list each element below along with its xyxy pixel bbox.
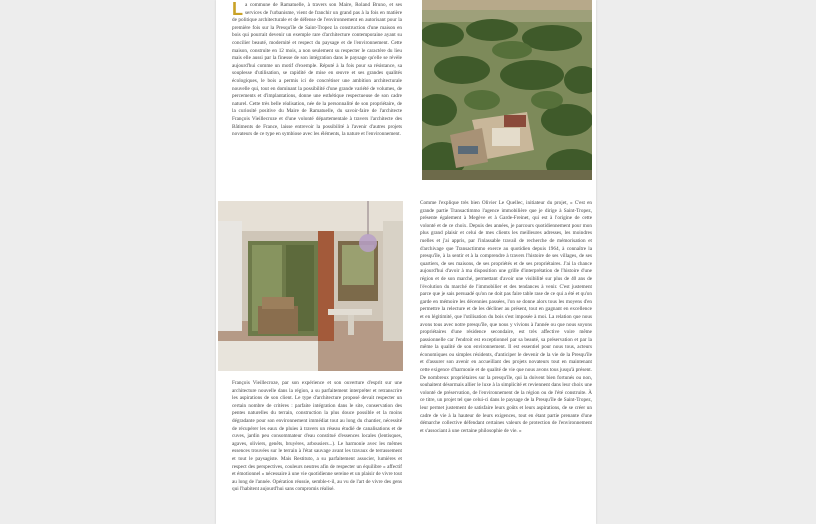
magazine-page [216,0,596,524]
interior-room-photo [218,201,403,371]
drop-cap: L [232,2,243,19]
interior-room-image [218,201,403,371]
aerial-house-photo [422,0,592,180]
quote-column [420,200,592,524]
architect-paragraph: François Vieillecroze, par son expérience et son ouverture d'esprit sur une architecture nouvelle dans la région, a su parfaitement interpréter et retranscrire les aspirations de son client. Le type d'architecture proposé devait respecter un certain nombre de critères : parfaite intégration dans le site, conservation des pentes naturelles du terrain, construction la plus douce possible et la moins dégradante pour son environnement immédiat tout au long du chantier, nécessité de récupérer les eaux de pluies à travers un réseau étudié de canalisations et de cuves, jardin peu consommateur d'eau constitué d'essences locales (lentisques, agaves, oliviers, genêts, bruyères, arbousiers...). Le harmonie avec les mêmes essences trouvées sur le terrain à l'état sauvage avant les travaux de terrassement et tout le paysagiste. Mais Restituto, a su parfaitement associer, lumières et respect des perspectives, couleurs neutres afin de respecter un équilibre « affectif et émotionnel » nécessaire à une vie quotidienne sereine et un plaisir de vivre tout au long de l'année. Opération réussie, semble-t-il, au vu de l'art de vivre des gens qui l'habitent aujourd'hui sans compromis réalisé. [232,380,402,493]
quote-paragraph: Comme l'explique très bien Olivier Le Quellec, initiateur du projet, « C'est en grande partie Transactimmo l'agence immobilière que je dirige à Saint-Tropez, présente également à Megève et à Garde-Freinet, qui est à l'origine de cette volonté et de ce choix. Depuis des années, je parcours quotidiennement pour mon plus grand plaisir et celui de mes clients les meilleures adresses, les moindres ruelles et j'ai appris, par l'inlassable travail de recherche de mémorisation et d'archivage que Transactimmo exerce au quotidien depuis 1964, à connaître la presqu'île, à la sentir et à la comprendre à travers l'histoire de ses villages, de ses quartiers, de ses maisons, de ses propriétés et de ses propriétaires. J'ai la chance aujourd'hui d'avoir à ma disposition une grille d'interprétation de l'histoire d'une région et de son marché, permettant d'avoir une visibilité sur plus de 40 ans de l'évolution du marché de l'immobilier et des tendances à venir. C'est justement parce que je sais persuadé qu'on ne doit pas faire table rase de ce qui a été et qu'on garde en mémoire les décennies passées, l'on se donne alors tous les moyens d'en permettre la relecture et de les décliner au présent, tout en gagnant en excellence et en légitimité, que l'utilisation du bois s'est imposée à moi. La relation que nous avons tous avec notre presqu'île, que nous y vivions à l'année ou que nous soyons propriétaires d'une résidence secondaire, est très affective voire même passionnelle car l'endroit est exceptionnel par sa beauté, sa préservation et par la même la qualité de son environnement. Il est essentiel pour nous tous, acteurs économiques ou simples résidents, d'anticiper le devenir de la vie de la Presqu'île et d'assurer son avenir en accueillant des projets novateurs tout en maintenant cette exigence d'harmonie et de qualité de vie que nous avons tous jusqu'à présent. De nombreux propriétaires sur la presqu'île, qui la doivent bien fortunés ou non, souhaitent désormais allier le luxe à la simplicité et reviennent dans leur choix une volonté de préservation, de l'environnement de la région ou de l'été construite. À ce titre, un projet tel que celui-ci dans le paysage de la Presqu'île de Saint-Tropez, leur permet justement de satisfaire leurs goûts et leurs aspirations, de se créer un cadre de vie à la hauteur de leurs exigences, tout en étant partie prenante d'une démarche collective défendant certaines valeurs de protection de l'environnement et s'associant à une certaine philosophie de vie. » [420,200,592,434]
intro-text: a commune de Ramatuelle, à travers son Maire, Roland Bruno, et ses services de l'urbanisme, vient de franchir un grand pas à la fois en matière de politique architecturale et de défense de l'environnement en autorisant pour la première fois sur la Presqu'île de Saint-Tropez la construction d'une maison en bois qui pourrait devenir un exemple rare d'architecture contemporaine ayant su concilier beauté, modernité et respect du paysage et de l'environnement. Cette maison, construite en 12 mois, a non seulement su respecter le caractère du lieu mais elle aussi par la finesse de son intégration dans le paysage qu'elle se révèle aujourd'hui comme un motif d'exemple. Réputé à la fois pour sa résistance, sa souplesse d'utilisation, se rapidité de mise en œuvre et ses grandes qualités écologiques, le bois a permis ici de concrétiser une ambition architecturale nouvelle qui, tout en dominant la possibilité d'une grande variété de volumes, de percements et d'implantations, donne une esthétique respectueuse de son cadre naturel. Cette très belle réalisation, née de la personnalité de son propriétaire, de la curiosité positive du Maire de Ramatuelle, du savoir-faire de l'architecte François Vieillecroze et d'une volonté départementale à travers l'architecte des Bâtiments de France, laisse entrevoir la possibilité à l'avenir d'autres projets novateurs de ce type en symbiose avec les éléments, la nature et l'environnement. [232,2,402,138]
intro-column [232,2,402,192]
intro-paragraph [232,2,402,139]
aerial-house-image [422,0,592,180]
architect-column [232,380,402,524]
